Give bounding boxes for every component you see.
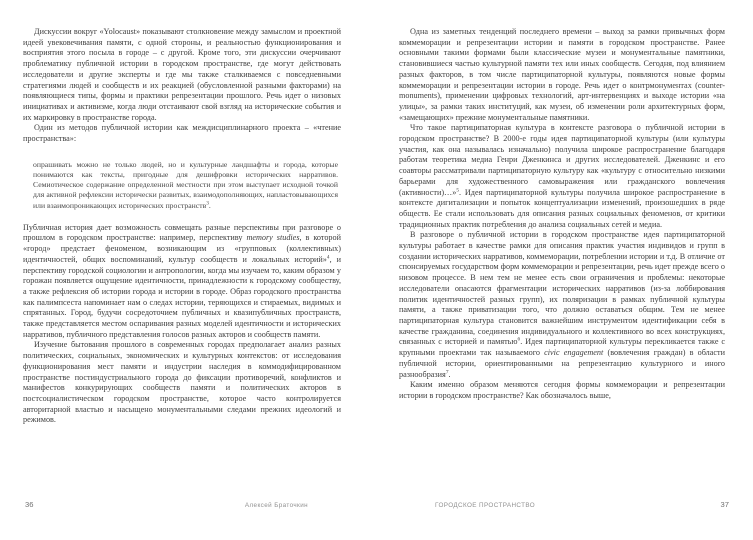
paragraph	[399, 380, 725, 401]
text-segment: опрашивать можно не только людей, но и культурные ландшафты и города, которые понимаются как тексты, пригодные для дешифровки исторических нарративов. Семиотическое содержание определенной местности при этом выступает исходной точкой для активной рефлексии исторически развитых, взаимодополняющих, напластовывающихся или взаимопроникающих исторических пространств	[33, 159, 338, 210]
paragraph	[399, 27, 725, 123]
paragraph	[399, 123, 725, 230]
text-segment: Изучение бытования прошлого в современных городах предполагает анализ разных политических, социальных, экономических и культурных контекстов: от исследования функционирования мест памяти и индустрии наследия в коммодифицированном пространстве постиндустриального города до фиксации противоречий, конфликтов и манифестов конкурирующих сообществ памяти и политических акторов в постсоциалистическом городском пространстве, которое часто контролируется авторитарной властью и насыщено монументальными следами прежних идеологий и режимов.	[23, 340, 341, 425]
block-quote	[33, 160, 338, 211]
text-segment: . Идея партиципаторной культуры получила широкое распространение в контексте дигитализации и попыток концептуализации изменений, произошедших в ряде обществ. Ее стали использовать для описания разных социальных феноменов, от критики традиционных практик потребления до анализа социальных сетей и медиа.	[399, 187, 725, 229]
page-number-left: 36	[25, 500, 34, 509]
paragraph	[23, 340, 341, 426]
text-segment: Публичная история дает возможность совмещать разные перспективы при разговоре о прошлом в городском пространстве: например, перспективу	[23, 222, 341, 243]
text-segment: .	[448, 369, 451, 379]
text-segment: Дискуссии вокруг «Yolocaust» показывают столкновение между замыслом и проектной идеей увековечивания памяти, с одной стороны, и реальностью функционирования и восприятия этого посыла в городе – с другой. Кроме того, эти дискуссии очерчивают проблематику публичной истории в городском пространстве, где могут действовать исследователи и другие эксперты и где мы также сталкиваемся с повседневными стратегиями людей и сообществ и их реакцией (обусловленной разными факторами) на появляющиеся типы, формы и практики репрезентации прошлого. Речь идет о низовых инициативах и активизме, когда люди отстаивают свой взгляд на исторические события и их маркировку в пространстве города.	[23, 27, 341, 122]
left-page-text-column	[23, 27, 341, 426]
footnote-marker: 5	[456, 186, 459, 193]
footnote-marker: 4	[326, 254, 330, 261]
paragraph	[23, 123, 341, 144]
text-segment: Что такое партиципаторная культура в контексте разговора о публичной истории в городском пространстве? В 2000-е годы идея партиципаторной культуры (или культуры участия, как она называлась изначально) получила широкое распространение благодаря работам теоретика медиа Генри Дженкинса и других исследователей. Дженкинс и его соавторы рассматривали партиципаторную культуру как «культуру с относительно низкими барьерами для художественного самовыражения или гражданского вовлечения (активности)…»	[399, 123, 725, 197]
text-segment: memory studies	[246, 233, 300, 243]
paragraph	[23, 27, 341, 123]
text-segment: Одна из заметных тенденций последнего времени – выход за рамки привычных форм коммеморации и репрезентации истории и памяти в городском пространстве. Ранее основными такими формами были классические музеи и монументальные памятники, становившиеся частью культурной памяти тех или иных сообществ. Сегодня, под влиянием разных факторов, в том числе партиципаторной культуры, появляются новые формы коммеморации и репрезентации истории в городе. Речь идет о контрмонументах (counter-monuments), применении цифровых технологий, арт-интервенциях и выходе истории «на улицы», за рамки таких институций, как музеи, об изменении роли архитектурных форм, «замещающих» прежние монументальные памятники.	[399, 27, 725, 122]
text-segment: , и перспективу городской социологии и антропологии, когда мы изучаем то, каким образом у горожан появляется ощущение идентичности, принадлежности к городскому сообществу, а также рефлексия об истории города и истории в городе. Образ городского пространства как палимпсеста напоминает нам о следах истории, теряющихся и стираемых, видимых и спрятанных. Город, будучи сосредоточием публичных и квазипубличных пространств, также представляется местом оспаривания разных моделей идентичности и исторических нарративов, публичного представления голосов разных акторов и сообществ памяти.	[23, 254, 341, 339]
footnote-marker: 3	[206, 199, 209, 206]
paragraph	[399, 230, 725, 380]
running-footer-chapter-title: ГОРОДСКОЕ ПРОСТРАНСТВО	[435, 502, 536, 509]
paragraph	[23, 223, 341, 341]
text-segment: , в которой «город» предстает феноменом, возникающим из «групповых (коллективных) идентичностей, общих воспоминаний, культур сообществ и локальных историй»	[23, 233, 342, 264]
text-segment: . Идея партиципаторной культуры перекликается также с крупными проектами так называемого	[399, 337, 725, 358]
text-segment: (вовлечения граждан) в области публичной истории, ориентированными на репрезентацию культурного и иного разнообразия	[399, 348, 725, 379]
page-number-right: 37	[720, 500, 729, 509]
text-segment: civic engagement	[544, 348, 604, 358]
running-footer-author: Алексей Браточкин	[244, 502, 308, 509]
text-segment: Каким именно образом меняются сегодня формы коммеморации и репрезентации истории в городском пространстве? Как обозначалось выше,	[399, 380, 725, 400]
text-segment: Один из методов публичной истории как междисциплинарного проекта – «чтение пространства»:	[23, 123, 341, 144]
footnote-marker: 6	[517, 336, 521, 343]
text-segment: В разговоре о публичной истории в городском пространстве идея партиципаторной культуры работает в качестве рамки для описания практик участия индивидов и групп в создании исторических нарративов, коммеморации, потреблении истории и т.д. В отличие от спонсируемых государством форм коммеморации и репрезентации, речь идет прежде всего о низовом процессе. В нем тем не менее есть свои ограничения и проблемы: некоторые исследователи опасаются фрагментации исторических нарративов (из-за лоббирования политик идентичностей разных групп), их поляризации в рамках публичной культуры памяти, а также приватизации того, что должно оставаться общим. Тем не менее партиципаторная культура становится важнейшим инструментом идентификации себя в качестве гражданина, соединения индивидуального и коллективного во всех конструкциях, связанных с историей и памятью	[399, 230, 725, 347]
text-segment: .	[208, 200, 211, 210]
footnote-marker: 7	[445, 368, 449, 375]
right-page-text-column	[399, 27, 725, 402]
